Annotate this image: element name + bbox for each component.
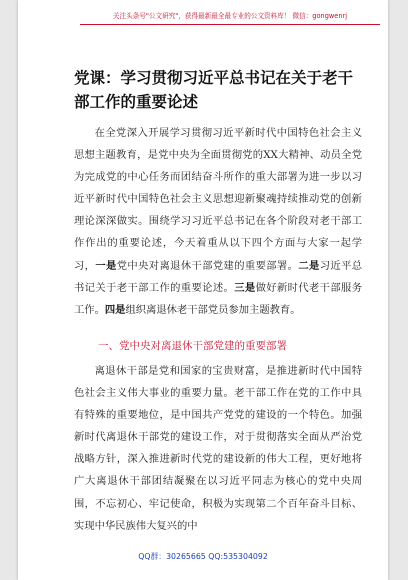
section-paragraph: 离退休干部是党和国家的宝贵财富，是推进新时代中国特色社会主义伟大事业的重要力量。老干部工作在党的工作中具有特殊的重要地位，是中国共产党党的建设的一个特色。加强新时代离退休干部党的建设工作，对于贯彻落实全面从严治党战略方针，深入推进新时代党的建设新的伟大工程，更好地将广大离退休干部团结凝聚在以习近平同志为核心的党中央周围，不忘初心、牢记使命，积极为实现第二个百年奋斗目标、实现中华民族伟大复兴的中 bbox=[74, 365, 362, 532]
intro-text-5: 组织离退休老干部党员参加主题教育。 bbox=[125, 303, 301, 316]
document-title: 党课：学习贯彻习近平总书记在关于老干部工作的重要论述 bbox=[74, 68, 354, 111]
intro-keyword-4: 四是 bbox=[104, 303, 126, 316]
intro-keyword-3: 三是 bbox=[234, 281, 256, 294]
intro-text-2: 党中央对离退休干部党建的重要部署。 bbox=[116, 259, 299, 272]
footer-contact: QQ群：30265665 QQ:535304092 bbox=[138, 552, 268, 561]
intro-keyword-2: 二是 bbox=[298, 259, 320, 272]
intro-paragraph bbox=[74, 122, 362, 321]
document-page bbox=[18, 0, 388, 580]
intro-text-3: 习近平总书记关于老干部工作的重要论述。 bbox=[74, 259, 363, 294]
intro-keyword-1: 一是 bbox=[95, 259, 117, 272]
intro-text-4: 做好新时代老干部服务工作。 bbox=[74, 281, 363, 316]
intro-text-1: 在全党深入开展学习贯彻习近平新时代中国特色社会主义思想主题教育，是党中央为全面贯彻党的XX大精神、动员全党为完成党的中心任务而团结奋斗所作的重大部署为进一步以习近平新时代中国特色社会主义思想迎新聚魂持续推动党的创新理论深深做实。围绕学习习近平总书记在各个阶段对老干部工作作出的重要论述，今天着重从以下四个方面与大家一起学习， bbox=[74, 127, 362, 272]
section-heading: 一、党中央对离退休干部党建的重要部署 bbox=[98, 340, 287, 352]
header-banner: 关注头条号"公文研究"，获得最新最全最专业的公文资料库！ 微信：gongwenrj bbox=[80, 8, 380, 25]
